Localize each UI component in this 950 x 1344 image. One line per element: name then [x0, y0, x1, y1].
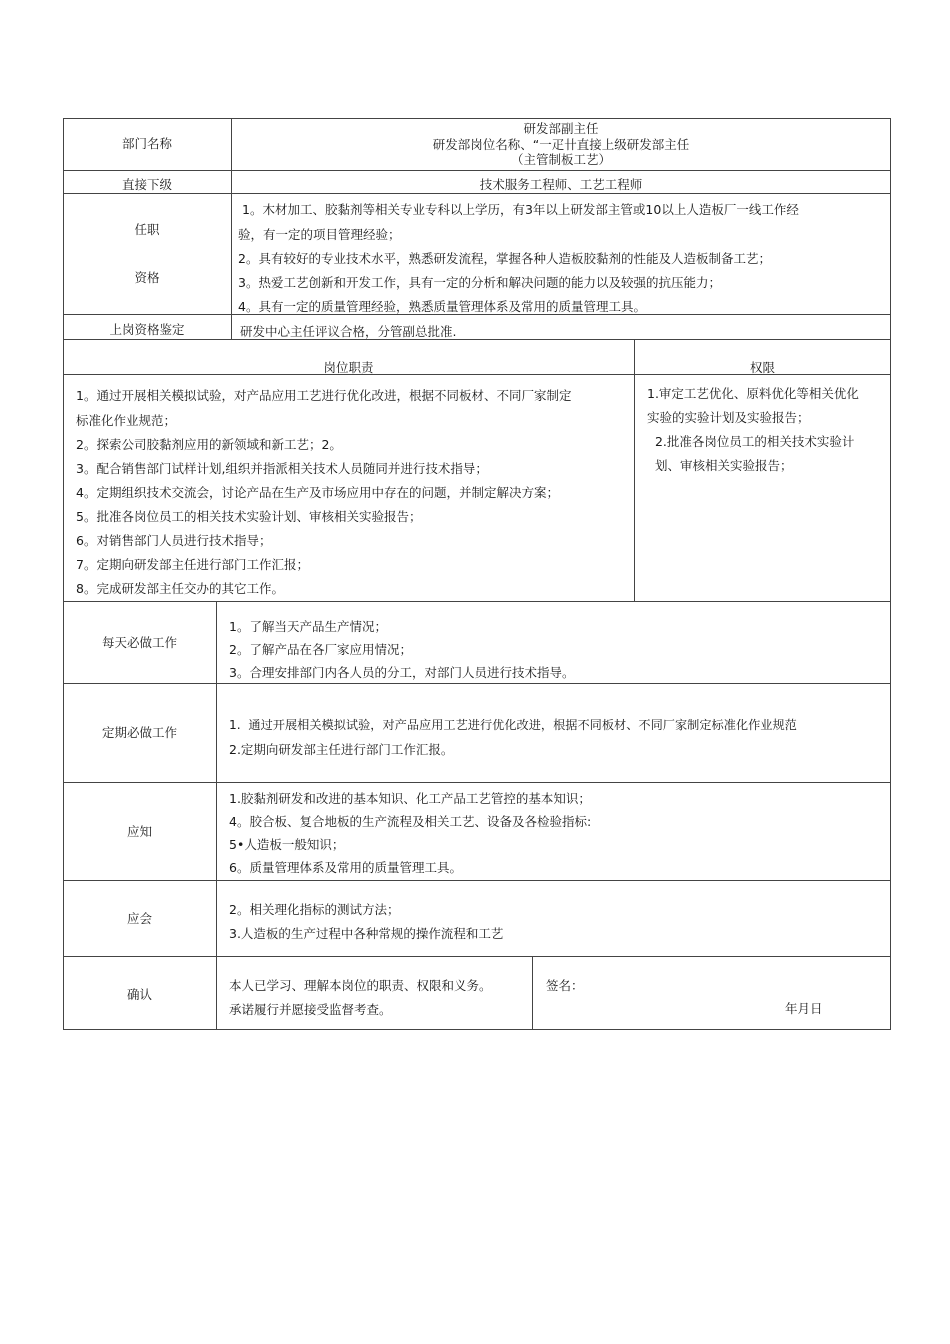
daily-work-item: 1。了解当天产品生产情况； [229, 619, 387, 634]
authority-item: 2.批准各岗位员工的相关技术实验计 [647, 434, 855, 449]
duty-item: 7。定期向研发部主任进行部门工作汇报； [76, 557, 309, 572]
row-divider [63, 601, 891, 602]
direct-sub-label: 直接下级 [121, 177, 172, 192]
authority-item: 划、审核相关实验报告； [647, 458, 793, 473]
header-line-1: 研发部副主任 [523, 121, 599, 136]
row-divider [63, 193, 891, 194]
should-do-item: 2。相关理化指标的测试方法； [229, 902, 400, 917]
periodic-work-label: 定期必做工作 [101, 725, 177, 740]
qualification-line: 2。具有较好的专业技术水平，熟悉研发流程，掌握各种人造板胶黏剂的性能及人造板制备工艺； [238, 251, 771, 266]
duty-item: 4。定期组织技术交流会，讨论产品在生产及市场应用中存在的问题，并制定解决方案； [76, 485, 559, 500]
confirm-statement: 承诺履行并愿接受监督考查。 [229, 1002, 392, 1017]
duty-item: 3。配合销售部门试样计划,组织并指派相关技术人员随同并进行技术指导； [76, 461, 488, 476]
qualification-line: 1。木材加工、胶黏剂等相关专业专科以上学历，有3年以上研发部主管或10以上人造板厂一线工作经 [242, 202, 799, 217]
authority-header: 权限 [749, 360, 775, 375]
row-divider [63, 170, 891, 171]
column-divider [532, 956, 533, 1030]
daily-work-item: 2。了解产品在各厂家应用情况； [229, 642, 412, 657]
daily-work-label: 每天必做工作 [101, 635, 177, 650]
direct-sub-value: 技术服务工程师、工艺工程师 [479, 177, 643, 192]
duty-item: 2。探索公司胶黏剂应用的新领域和新工艺；2。 [76, 437, 342, 452]
should-know-item: 4。胶合板、复合地板的生产流程及相关工艺、设备及各检验指标: [229, 814, 592, 829]
duty-item: 5。批准各岗位员工的相关技术实验计划、审核相关实验报告； [76, 509, 422, 524]
duties-header: 岗位职责 [323, 360, 374, 375]
dept-name-label: 部门名称 [121, 136, 172, 151]
should-do-label: 应会 [126, 911, 152, 926]
header-line-3: （主管制板工艺） [510, 152, 611, 167]
date-label: 年月日 [785, 1001, 823, 1016]
daily-work-item: 3。合理安排部门内各人员的分工，对部门人员进行技术指导。 [229, 665, 575, 680]
row-divider [63, 339, 891, 340]
authority-item: 实验的实验计划及实验报告； [647, 410, 810, 425]
should-do-item: 3.人造板的生产过程中各种常规的操作流程和工艺 [229, 926, 504, 941]
column-divider [216, 601, 217, 1030]
qualification-line: 验，有一定的项目管理经验； [238, 227, 401, 242]
should-know-item: 6。质量管理体系及常用的质量管理工具。 [229, 860, 462, 875]
row-divider [63, 880, 891, 881]
periodic-work-item: 2.定期向研发部主任进行部门工作汇报。 [229, 742, 454, 757]
signature-label: 签名： [546, 978, 584, 993]
qualification-label-1: 任职 [134, 222, 160, 237]
should-know-label: 应知 [126, 824, 152, 839]
duty-item: 标准化作业规范； [76, 413, 177, 428]
authority-item: 1.审定工艺优化、原料优化等相关优化 [647, 386, 859, 401]
qualification-line: 3。热爱工艺创新和开发工作，具有一定的分析和解决问题的能力以及较强的抗压能力； [238, 275, 721, 290]
qualification-line: 4。具有一定的质量管理经验，熟悉质量管理体系及常用的质量管理工具。 [238, 299, 646, 314]
should-know-item: 5•人造板一般知识； [229, 837, 345, 852]
row-divider [63, 782, 891, 783]
qualification-label-2: 资格 [134, 270, 160, 285]
confirm-statement: 本人已学习、理解本岗位的职责、权限和义务。 [229, 978, 492, 993]
periodic-work-item: 1. 通过开展相关模拟试验，对产品应用工艺进行优化改进，根据不同板材、不同厂家制定标准化作业规范 [229, 718, 797, 732]
duty-item: 6。对销售部门人员进行技术指导； [76, 533, 272, 548]
duty-item: 1。通过开展相关模拟试验，对产品应用工艺进行优化改进，根据不同板材、不同厂家制定 [76, 388, 572, 403]
column-divider [634, 339, 635, 601]
duty-item: 8。完成研发部主任交办的其它工作。 [76, 581, 284, 596]
row-divider [63, 956, 891, 957]
should-know-item: 1.胶黏剂研发和改进的基本知识、化工产品工艺管控的基本知识； [229, 791, 591, 806]
appraisal-value: 研发中心主任评议合格，分管副总批准. [240, 324, 457, 339]
appraisal-label: 上岗资格鉴定 [109, 322, 185, 337]
confirm-label: 确认 [126, 987, 152, 1002]
header-line-2: 研发部岗位名称、“一疋卄直接上级研发部主任 [432, 137, 690, 152]
row-divider [63, 683, 891, 684]
